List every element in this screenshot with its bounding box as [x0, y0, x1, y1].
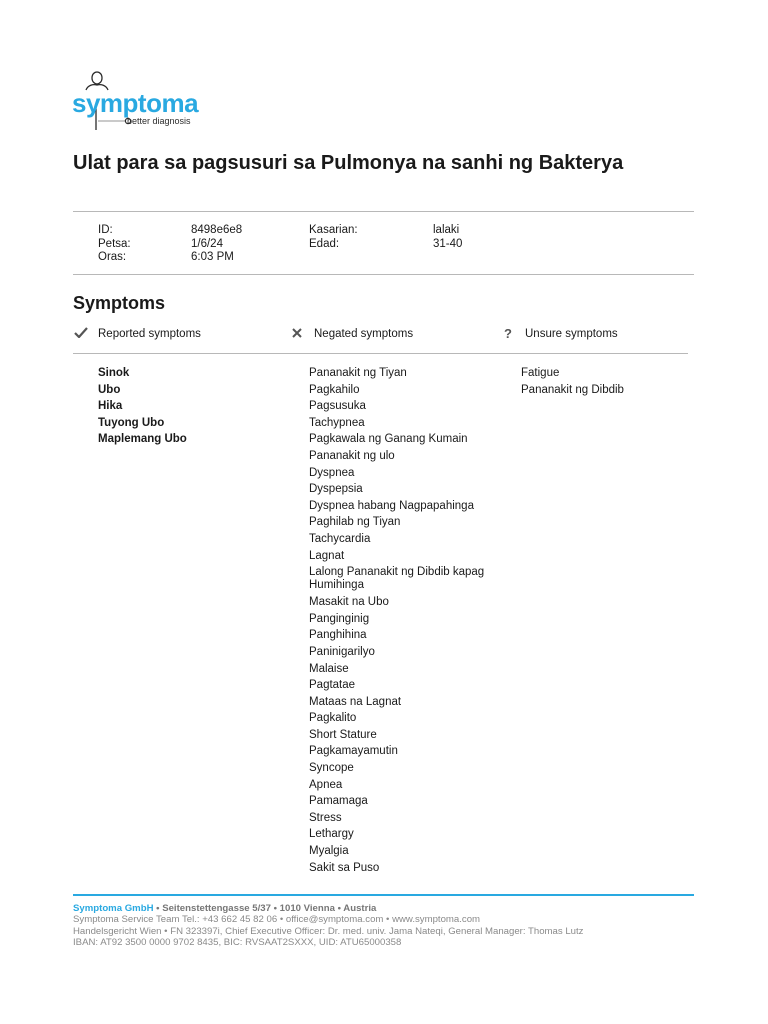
- negated-symptom-item: Mataas na Lagnat: [309, 695, 402, 708]
- age-value: 31-40: [433, 237, 463, 250]
- negated-symptom-item: Myalgia: [309, 845, 349, 858]
- footer-line-4: IBAN: AT92 3500 0000 9702 8435, BIC: RVSAAT2SXXX, UID: ATU65000358: [73, 936, 402, 948]
- reported-symptom-item: Hika: [98, 400, 123, 413]
- report-title: Ulat para sa pagsusuri sa Pulmonya na sanhi ng Bakterya: [73, 152, 624, 174]
- negated-symptom-item: Pagkamayamutin: [309, 745, 398, 758]
- reported-symptom-item: Tuyong Ubo: [98, 416, 165, 429]
- question-icon: ?: [504, 326, 512, 341]
- symptoma-logo: [72, 68, 202, 134]
- negated-symptom-item: Pananakit ng Tiyan: [309, 367, 407, 379]
- footer-line-1: [73, 903, 583, 914]
- footer-address: • Seitenstettengasse 5/37 • 1010 Vienna • Austria: [153, 903, 377, 914]
- reported-symptom-item: Maplemang Ubo: [98, 433, 187, 446]
- footer-line-2: Symptoma Service Team Tel.: +43 662 45 82 06 • office@symptoma.com • www.symptoma.com: [73, 914, 481, 926]
- negated-symptom-item: Apnea: [309, 778, 343, 791]
- negated-symptom-item: Pagkalito: [309, 712, 357, 725]
- negated-symptom-item: Pagkawala ng Ganang Kumain: [309, 433, 468, 446]
- negated-symptom-item: Tachypnea: [309, 416, 365, 429]
- footer-line-3: Handelsgericht Wien • FN 323397i, Chief Executive Officer: Dr. med. univ. Jama Nateqi, General Manager: Thomas Lutz: [73, 925, 584, 937]
- sex-label: Kasarian:: [309, 224, 358, 236]
- negated-symptom-item: Tachycardia: [309, 532, 371, 545]
- negated-symptom-item: Paghilab ng Tiyan: [309, 516, 401, 529]
- negated-symptom-item: Lethargy: [309, 828, 354, 841]
- negated-symptom-item: Malaise: [309, 662, 349, 675]
- footer: [73, 903, 583, 948]
- negated-symptoms-list: [309, 365, 499, 876]
- unsure-symptoms-list: [521, 365, 691, 398]
- date-value: 1/6/24: [191, 237, 223, 250]
- reported-symptom-item: Sinok: [98, 367, 130, 379]
- unsure-symptom-item: Fatigue: [521, 367, 560, 379]
- negated-symptom-item: Dyspepsia: [309, 483, 363, 496]
- negated-symptom-item: Masakit na Ubo: [309, 596, 389, 609]
- unsure-label: Unsure symptoms: [525, 327, 618, 340]
- footer-company: Symptoma GmbH: [73, 903, 154, 914]
- id-value: 8498e6e8: [191, 224, 243, 236]
- negated-symptom-item: Short Stature: [309, 728, 377, 741]
- unsure-symptom-item: Pananakit ng Dibdib: [521, 383, 624, 396]
- symptoms-heading: Symptoms: [73, 293, 166, 313]
- reported-symptom-item: Ubo: [98, 383, 121, 396]
- meta-values-left: [191, 224, 242, 265]
- reported-symptoms-list: [98, 365, 278, 448]
- divider-meta: [73, 274, 694, 275]
- negated-column-header: [289, 326, 413, 341]
- time-value: 6:03 PM: [191, 251, 234, 263]
- footer-divider: [73, 894, 694, 896]
- age-label: Edad:: [309, 237, 340, 250]
- sex-value: lalaki: [433, 224, 460, 236]
- reported-label: Reported symptoms: [98, 327, 201, 340]
- divider-columns: [73, 353, 688, 354]
- meta-labels-left: [98, 224, 131, 265]
- negated-symptom-item: Panginginig: [309, 612, 370, 625]
- negated-symptom-item: Panghihina: [309, 629, 367, 642]
- negated-label: Negated symptoms: [314, 327, 414, 340]
- negated-symptom-item: Sakit sa Puso: [309, 861, 380, 874]
- negated-symptom-item: Stress: [309, 811, 342, 824]
- negated-symptom-item: Pagsusuka: [309, 400, 366, 413]
- meta-labels-right: [309, 224, 358, 251]
- negated-symptom-item: Pamamaga: [309, 795, 368, 808]
- unsure-column-header: [500, 326, 618, 341]
- reported-column-header: [73, 326, 201, 341]
- negated-symptom-item: Lalong Pananakit ng Dibdib kapag Humihinga: [309, 566, 485, 592]
- negated-symptom-item: Dyspnea habang Nagpapahinga: [309, 499, 474, 512]
- time-label: Oras:: [98, 251, 127, 263]
- logo-wordmark: symptoma: [72, 88, 199, 118]
- check-icon: [73, 326, 89, 341]
- date-label: Petsa:: [98, 237, 131, 250]
- id-label: ID:: [98, 224, 113, 236]
- meta-values-right: [433, 224, 462, 251]
- logo-tagline: better diagnosis: [127, 116, 191, 126]
- negated-symptom-item: Dyspnea: [309, 466, 355, 479]
- cross-icon: [289, 326, 305, 341]
- divider-top: [73, 211, 694, 212]
- negated-symptom-item: Lagnat: [309, 549, 345, 562]
- negated-symptom-item: Pananakit ng ulo: [309, 449, 395, 462]
- negated-symptom-item: Syncope: [309, 762, 354, 775]
- negated-symptom-item: Pagtatae: [309, 679, 356, 692]
- negated-symptom-item: Paninigarilyo: [309, 645, 375, 658]
- negated-symptom-item: Pagkahilo: [309, 383, 360, 396]
